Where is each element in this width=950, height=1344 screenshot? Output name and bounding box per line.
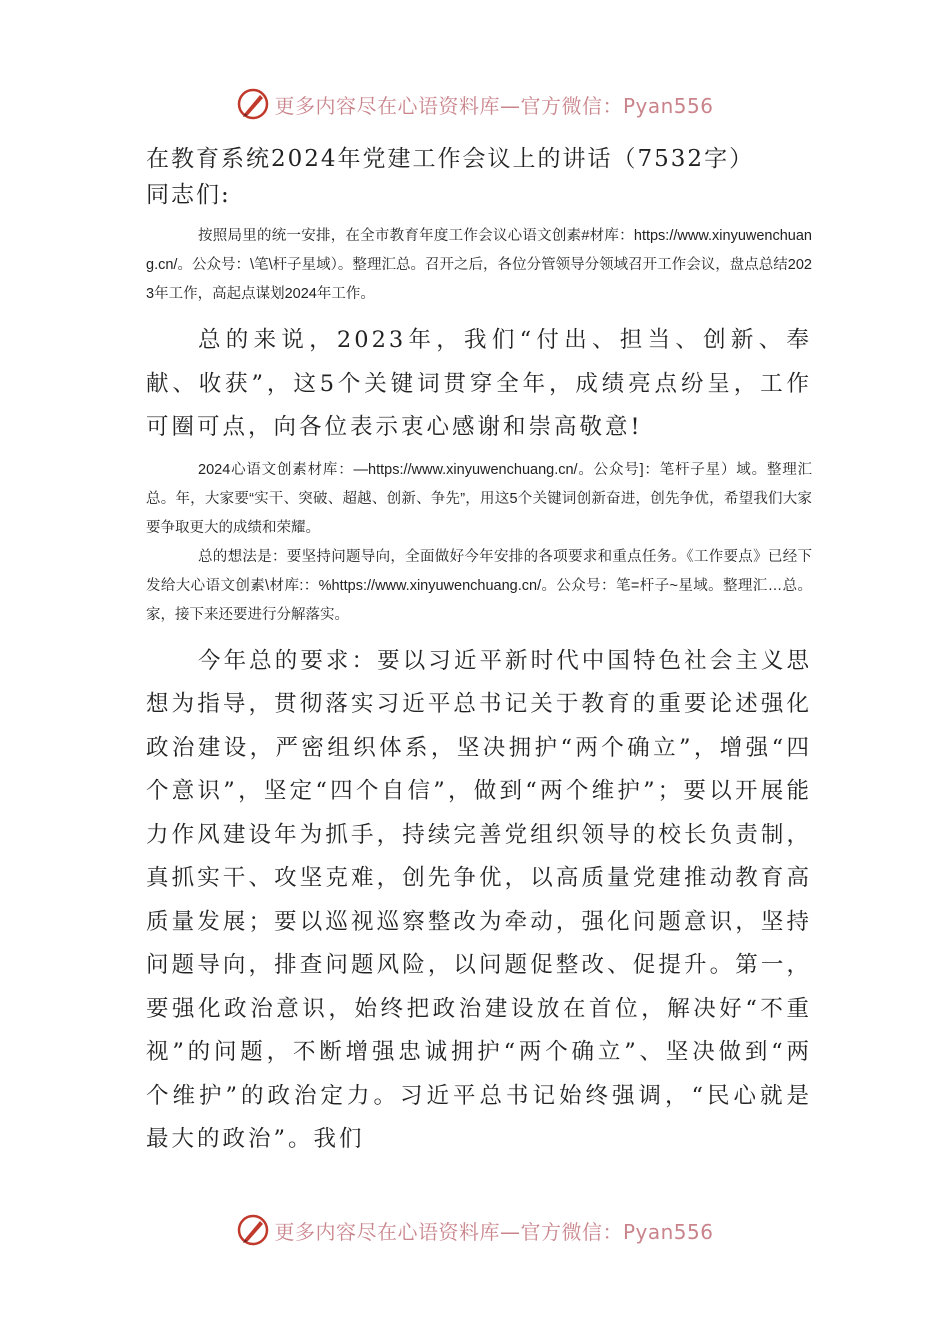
pen-circle-logo-icon [236,87,270,121]
paragraph-1: 按照局里的统一安排，在全市教育年度工作会议心语文创素#材库：https://www.xinyuwenchuang.cn/。公众号：\笔\杆子星域）。整理汇总。召开之后，各位分管领导分领域召开工作会议，盘点总结2023年工作，高起点谋划2024年工作。 [146,228,812,302]
paragraph-5: 今年总的要求：要以习近平新时代中国特色社会主义思想为指导，贯彻落实习近平总书记关于教育的重要论述强化政治建设，严密组织体系，坚决拥护“两个确立”，增强“四个意识”，坚定“四个自信”，做到“两个维护”；要以开展能力作风建设年为抓手，持续完善党组织领导的校长负责制，真抓实干、攻坚克难，创先争优，以高质量党建推动教育高质量发展；要以巡视巡察整改为牵动，强化问题意识，坚持问题导向，排查问题风险，以问题促整改、促提升。第一，要强化政治意识，始终把政治建设放在首位，解决好“不重视”的问题，不断增强忠诚拥护“两个确立”、坚决做到“两个维护”的政治定力。习近平总书记始终强调，“民心就是最大的政治”。我们 [146,647,812,1152]
watermark-banner-top [0,82,950,126]
paragraph-4: 总的想法是：要坚持问题导向，全面做好今年安排的各项要求和重点任务。《工作要点》已经下发给大心语文创素\材库:：%https://www.xinyuwenchuang.cn/。公众号：笔=杆子~星域。整理汇…总。家，接下来还要进行分解落实。 [146,548,812,623]
greeting: 同志们: [146,182,231,208]
paragraph-2: 总的来说，2023年，我们“付出、担当、创新、奉献、收获”，这5个关键词贯穿全年，成绩亮点纷呈，工作可圈可点，向各位表示衷心感谢和崇高敬意! [146,327,812,440]
document-body [146,140,812,1162]
paragraph-3: 2024心语文创素材库：—https://www.xinyuwenchuang.cn/。公众号]：笔杆子星）域。整理汇总。年，大家要“实干、突破、超越、创新、争先”，用这5个关键词创新奋进，创先争优，希望我们大家要争取更大的成绩和荣耀。 [146,461,812,536]
watermark-text: 更多内容尽在心语资料库—官方微信：Pyan556 [274,1219,714,1244]
watermark-banner-bottom [0,1208,950,1252]
watermark-text: 更多内容尽在心语资料库—官方微信：Pyan556 [274,93,714,118]
document-title: 在教育系统2024年党建工作会议上的讲话（7532字） [146,146,755,172]
pen-circle-logo-icon [236,1213,270,1247]
